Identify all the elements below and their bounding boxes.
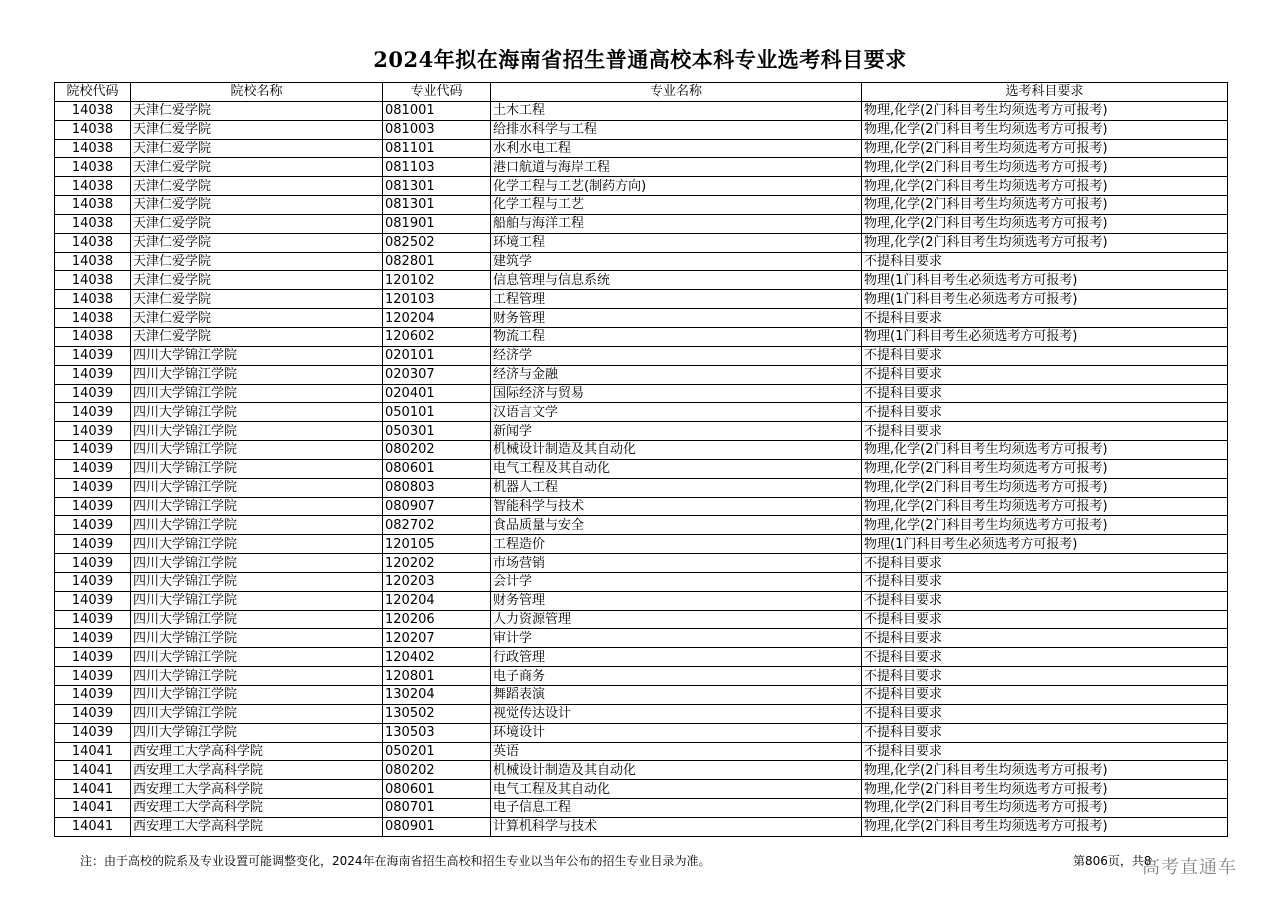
school-name-cell: 四川大学锦江学院 xyxy=(131,459,383,478)
major-name-cell: 化学工程与工艺(制药方向) xyxy=(491,177,862,196)
table-row xyxy=(55,591,1228,610)
requirement-cell: 不提科目要求 xyxy=(862,667,1228,686)
requirement-cell: 物理,化学(2门科目考生均须选考方可报考) xyxy=(862,158,1228,177)
major-name-cell: 舞蹈表演 xyxy=(491,686,862,705)
major-code-cell: 120202 xyxy=(383,554,491,573)
requirement-cell: 不提科目要求 xyxy=(862,648,1228,667)
major-code-cell: 081101 xyxy=(383,139,491,158)
major-code-cell: 081901 xyxy=(383,214,491,233)
major-code-cell: 130503 xyxy=(383,723,491,742)
major-name-cell: 视觉传达设计 xyxy=(491,704,862,723)
school-name-cell: 天津仁爱学院 xyxy=(131,327,383,346)
school-name-cell: 四川大学锦江学院 xyxy=(131,535,383,554)
requirement-cell: 物理,化学(2门科目考生均须选考方可报考) xyxy=(862,139,1228,158)
header-subject-requirement: 选考科目要求 xyxy=(862,83,1228,102)
table-row xyxy=(55,422,1228,441)
table-row xyxy=(55,139,1228,158)
major-code-cell: 050301 xyxy=(383,422,491,441)
major-name-cell: 行政管理 xyxy=(491,648,862,667)
school-name-cell: 四川大学锦江学院 xyxy=(131,403,383,422)
school-name-cell: 四川大学锦江学院 xyxy=(131,516,383,535)
major-code-cell: 020307 xyxy=(383,365,491,384)
table-row xyxy=(55,610,1228,629)
requirement-cell: 不提科目要求 xyxy=(862,309,1228,328)
major-code-cell: 120204 xyxy=(383,591,491,610)
requirement-cell: 不提科目要求 xyxy=(862,686,1228,705)
requirement-cell: 物理,化学(2门科目考生均须选考方可报考) xyxy=(862,761,1228,780)
requirement-cell: 不提科目要求 xyxy=(862,403,1228,422)
major-code-cell: 130204 xyxy=(383,686,491,705)
requirement-cell: 物理,化学(2门科目考生均须选考方可报考) xyxy=(862,196,1228,215)
requirement-cell: 不提科目要求 xyxy=(862,252,1228,271)
major-name-cell: 港口航道与海岸工程 xyxy=(491,158,862,177)
major-name-cell: 经济学 xyxy=(491,346,862,365)
school-code-cell: 14038 xyxy=(55,327,131,346)
table-row xyxy=(55,196,1228,215)
major-name-cell: 财务管理 xyxy=(491,591,862,610)
school-code-cell: 14038 xyxy=(55,233,131,252)
major-name-cell: 财务管理 xyxy=(491,309,862,328)
school-name-cell: 天津仁爱学院 xyxy=(131,177,383,196)
major-name-cell: 机械设计制造及其自动化 xyxy=(491,441,862,460)
table-row xyxy=(55,478,1228,497)
major-name-cell: 英语 xyxy=(491,742,862,761)
major-code-cell: 082502 xyxy=(383,233,491,252)
requirement-cell: 不提科目要求 xyxy=(862,422,1228,441)
table-row xyxy=(55,177,1228,196)
requirement-cell: 不提科目要求 xyxy=(862,554,1228,573)
school-code-cell: 14039 xyxy=(55,422,131,441)
school-name-cell: 天津仁爱学院 xyxy=(131,158,383,177)
table-row xyxy=(55,309,1228,328)
table-row xyxy=(55,535,1228,554)
requirement-cell: 不提科目要求 xyxy=(862,346,1228,365)
major-code-cell: 130502 xyxy=(383,704,491,723)
major-code-cell: 020401 xyxy=(383,384,491,403)
table-row xyxy=(55,384,1228,403)
school-code-cell: 14038 xyxy=(55,177,131,196)
school-code-cell: 14039 xyxy=(55,459,131,478)
major-code-cell: 080202 xyxy=(383,761,491,780)
table-row xyxy=(55,554,1228,573)
school-name-cell: 西安理工大学高科学院 xyxy=(131,780,383,799)
school-code-cell: 14039 xyxy=(55,610,131,629)
school-name-cell: 四川大学锦江学院 xyxy=(131,648,383,667)
table-row xyxy=(55,572,1228,591)
requirement-cell: 不提科目要求 xyxy=(862,572,1228,591)
school-code-cell: 14039 xyxy=(55,497,131,516)
school-code-cell: 14039 xyxy=(55,686,131,705)
table-row xyxy=(55,648,1228,667)
major-code-cell: 080601 xyxy=(383,780,491,799)
page-title: 2024年拟在海南省招生普通高校本科专业选考科目要求 xyxy=(373,47,907,72)
requirement-cell: 物理,化学(2门科目考生均须选考方可报考) xyxy=(862,478,1228,497)
requirement-cell: 物理,化学(2门科目考生均须选考方可报考) xyxy=(862,233,1228,252)
major-code-cell: 080202 xyxy=(383,441,491,460)
table-row xyxy=(55,120,1228,139)
school-code-cell: 14039 xyxy=(55,554,131,573)
school-name-cell: 天津仁爱学院 xyxy=(131,139,383,158)
major-code-cell: 050201 xyxy=(383,742,491,761)
school-code-cell: 14041 xyxy=(55,799,131,818)
major-name-cell: 环境设计 xyxy=(491,723,862,742)
school-code-cell: 14039 xyxy=(55,346,131,365)
requirement-cell: 物理(1门科目考生必须选考方可报考) xyxy=(862,290,1228,309)
major-name-cell: 环境工程 xyxy=(491,233,862,252)
requirement-cell: 不提科目要求 xyxy=(862,384,1228,403)
header-major-name: 专业名称 xyxy=(491,83,862,102)
school-code-cell: 14039 xyxy=(55,441,131,460)
major-code-cell: 080901 xyxy=(383,817,491,836)
major-code-cell: 080803 xyxy=(383,478,491,497)
school-name-cell: 四川大学锦江学院 xyxy=(131,497,383,516)
header-school-name: 院校名称 xyxy=(131,83,383,102)
major-name-cell: 给排水科学与工程 xyxy=(491,120,862,139)
major-name-cell: 会计学 xyxy=(491,572,862,591)
school-code-cell: 14039 xyxy=(55,478,131,497)
school-code-cell: 14038 xyxy=(55,139,131,158)
major-name-cell: 新闻学 xyxy=(491,422,862,441)
school-code-cell: 14039 xyxy=(55,591,131,610)
major-code-cell: 020101 xyxy=(383,346,491,365)
school-code-cell: 14038 xyxy=(55,158,131,177)
school-name-cell: 四川大学锦江学院 xyxy=(131,572,383,591)
requirement-cell: 物理,化学(2门科目考生均须选考方可报考) xyxy=(862,799,1228,818)
requirement-cell: 不提科目要求 xyxy=(862,365,1228,384)
table-row xyxy=(55,723,1228,742)
table-row xyxy=(55,365,1228,384)
school-name-cell: 四川大学锦江学院 xyxy=(131,610,383,629)
school-code-cell: 14038 xyxy=(55,290,131,309)
major-name-cell: 物流工程 xyxy=(491,327,862,346)
major-name-cell: 电子商务 xyxy=(491,667,862,686)
school-code-cell: 14039 xyxy=(55,403,131,422)
table-row xyxy=(55,761,1228,780)
major-name-cell: 信息管理与信息系统 xyxy=(491,271,862,290)
requirement-cell: 不提科目要求 xyxy=(862,629,1228,648)
school-code-cell: 14039 xyxy=(55,365,131,384)
major-name-cell: 水利水电工程 xyxy=(491,139,862,158)
requirement-cell: 物理,化学(2门科目考生均须选考方可报考) xyxy=(862,214,1228,233)
page-number: 第806页，共8 xyxy=(1073,854,1152,868)
major-code-cell: 081001 xyxy=(383,101,491,120)
major-code-cell: 082702 xyxy=(383,516,491,535)
major-name-cell: 电气工程及其自动化 xyxy=(491,459,862,478)
school-name-cell: 天津仁爱学院 xyxy=(131,271,383,290)
watermark: 高考直通车 xyxy=(1142,857,1237,878)
requirement-cell: 物理,化学(2门科目考生均须选考方可报考) xyxy=(862,497,1228,516)
school-code-cell: 14039 xyxy=(55,535,131,554)
header-school-code: 院校代码 xyxy=(55,83,131,102)
major-name-cell: 计算机科学与技术 xyxy=(491,817,862,836)
major-code-cell: 120402 xyxy=(383,648,491,667)
school-name-cell: 四川大学锦江学院 xyxy=(131,723,383,742)
requirement-cell: 物理,化学(2门科目考生均须选考方可报考) xyxy=(862,441,1228,460)
major-code-cell: 081301 xyxy=(383,177,491,196)
table-row xyxy=(55,686,1228,705)
school-code-cell: 14038 xyxy=(55,214,131,233)
major-code-cell: 120204 xyxy=(383,309,491,328)
major-name-cell: 建筑学 xyxy=(491,252,862,271)
school-code-cell: 14038 xyxy=(55,101,131,120)
school-code-cell: 14041 xyxy=(55,761,131,780)
school-code-cell: 14041 xyxy=(55,742,131,761)
requirement-cell: 不提科目要求 xyxy=(862,723,1228,742)
table-row xyxy=(55,497,1228,516)
major-name-cell: 化学工程与工艺 xyxy=(491,196,862,215)
school-name-cell: 四川大学锦江学院 xyxy=(131,704,383,723)
major-name-cell: 船舶与海洋工程 xyxy=(491,214,862,233)
major-code-cell: 120206 xyxy=(383,610,491,629)
requirement-cell: 物理,化学(2门科目考生均须选考方可报考) xyxy=(862,177,1228,196)
table-row xyxy=(55,799,1228,818)
requirement-cell: 物理(1门科目考生必须选考方可报考) xyxy=(862,327,1228,346)
school-name-cell: 四川大学锦江学院 xyxy=(131,591,383,610)
major-name-cell: 人力资源管理 xyxy=(491,610,862,629)
table-row xyxy=(55,346,1228,365)
school-code-cell: 14041 xyxy=(55,817,131,836)
school-name-cell: 四川大学锦江学院 xyxy=(131,441,383,460)
major-name-cell: 工程管理 xyxy=(491,290,862,309)
school-name-cell: 四川大学锦江学院 xyxy=(131,686,383,705)
table-row xyxy=(55,158,1228,177)
table-row xyxy=(55,667,1228,686)
major-code-cell: 081301 xyxy=(383,196,491,215)
major-code-cell: 120203 xyxy=(383,572,491,591)
requirement-cell: 物理(1门科目考生必须选考方可报考) xyxy=(862,271,1228,290)
school-name-cell: 四川大学锦江学院 xyxy=(131,554,383,573)
school-name-cell: 四川大学锦江学院 xyxy=(131,667,383,686)
school-code-cell: 14039 xyxy=(55,516,131,535)
major-name-cell: 工程造价 xyxy=(491,535,862,554)
school-code-cell: 14038 xyxy=(55,120,131,139)
major-name-cell: 市场营销 xyxy=(491,554,862,573)
requirement-cell: 物理,化学(2门科目考生均须选考方可报考) xyxy=(862,817,1228,836)
school-code-cell: 14039 xyxy=(55,723,131,742)
major-name-cell: 土木工程 xyxy=(491,101,862,120)
school-code-cell: 14038 xyxy=(55,196,131,215)
school-name-cell: 西安理工大学高科学院 xyxy=(131,799,383,818)
requirement-cell: 物理,化学(2门科目考生均须选考方可报考) xyxy=(862,101,1228,120)
requirement-cell: 不提科目要求 xyxy=(862,610,1228,629)
school-name-cell: 天津仁爱学院 xyxy=(131,196,383,215)
major-name-cell: 汉语言文学 xyxy=(491,403,862,422)
table-row xyxy=(55,780,1228,799)
school-name-cell: 天津仁爱学院 xyxy=(131,290,383,309)
table-row xyxy=(55,441,1228,460)
school-code-cell: 14039 xyxy=(55,629,131,648)
school-name-cell: 天津仁爱学院 xyxy=(131,252,383,271)
school-code-cell: 14039 xyxy=(55,648,131,667)
school-name-cell: 西安理工大学高科学院 xyxy=(131,742,383,761)
school-name-cell: 四川大学锦江学院 xyxy=(131,422,383,441)
major-name-cell: 国际经济与贸易 xyxy=(491,384,862,403)
table-row xyxy=(55,459,1228,478)
footer-note: 注：由于高校的院系及专业设置可能调整变化，2024年在海南省招生高校和招生专业以当年公布的招生专业目录为准。 xyxy=(80,854,711,868)
header-major-code: 专业代码 xyxy=(383,83,491,102)
major-name-cell: 经济与金融 xyxy=(491,365,862,384)
major-name-cell: 机器人工程 xyxy=(491,478,862,497)
table-row xyxy=(55,252,1228,271)
school-name-cell: 西安理工大学高科学院 xyxy=(131,761,383,780)
school-code-cell: 14038 xyxy=(55,271,131,290)
table-row xyxy=(55,214,1228,233)
school-name-cell: 四川大学锦江学院 xyxy=(131,346,383,365)
major-code-cell: 120602 xyxy=(383,327,491,346)
major-code-cell: 080907 xyxy=(383,497,491,516)
school-code-cell: 14038 xyxy=(55,309,131,328)
requirements-table xyxy=(54,82,1228,837)
table-row xyxy=(55,101,1228,120)
table-row xyxy=(55,704,1228,723)
school-name-cell: 天津仁爱学院 xyxy=(131,101,383,120)
table-row xyxy=(55,629,1228,648)
requirement-cell: 不提科目要求 xyxy=(862,591,1228,610)
school-code-cell: 14039 xyxy=(55,667,131,686)
major-code-cell: 081003 xyxy=(383,120,491,139)
school-code-cell: 14039 xyxy=(55,704,131,723)
table-row xyxy=(55,403,1228,422)
table-row xyxy=(55,290,1228,309)
major-code-cell: 120102 xyxy=(383,271,491,290)
table-body xyxy=(55,101,1228,836)
major-code-cell: 082801 xyxy=(383,252,491,271)
school-name-cell: 四川大学锦江学院 xyxy=(131,629,383,648)
requirement-cell: 物理,化学(2门科目考生均须选考方可报考) xyxy=(862,459,1228,478)
major-code-cell: 080601 xyxy=(383,459,491,478)
requirement-cell: 物理(1门科目考生必须选考方可报考) xyxy=(862,535,1228,554)
school-name-cell: 天津仁爱学院 xyxy=(131,120,383,139)
school-name-cell: 天津仁爱学院 xyxy=(131,214,383,233)
school-code-cell: 14038 xyxy=(55,252,131,271)
school-name-cell: 西安理工大学高科学院 xyxy=(131,817,383,836)
table-row xyxy=(55,742,1228,761)
major-name-cell: 审计学 xyxy=(491,629,862,648)
major-name-cell: 智能科学与技术 xyxy=(491,497,862,516)
major-name-cell: 电气工程及其自动化 xyxy=(491,780,862,799)
major-name-cell: 电子信息工程 xyxy=(491,799,862,818)
requirement-cell: 物理,化学(2门科目考生均须选考方可报考) xyxy=(862,780,1228,799)
major-code-cell: 120801 xyxy=(383,667,491,686)
school-name-cell: 四川大学锦江学院 xyxy=(131,365,383,384)
table-row xyxy=(55,271,1228,290)
major-code-cell: 120105 xyxy=(383,535,491,554)
requirement-cell: 物理,化学(2门科目考生均须选考方可报考) xyxy=(862,516,1228,535)
requirement-cell: 不提科目要求 xyxy=(862,704,1228,723)
school-code-cell: 14039 xyxy=(55,572,131,591)
major-name-cell: 机械设计制造及其自动化 xyxy=(491,761,862,780)
table-row xyxy=(55,817,1228,836)
table-row xyxy=(55,327,1228,346)
major-name-cell: 食品质量与安全 xyxy=(491,516,862,535)
major-code-cell: 081103 xyxy=(383,158,491,177)
major-code-cell: 120207 xyxy=(383,629,491,648)
school-name-cell: 天津仁爱学院 xyxy=(131,233,383,252)
major-code-cell: 080701 xyxy=(383,799,491,818)
table-header-row xyxy=(55,83,1228,102)
requirement-cell: 物理,化学(2门科目考生均须选考方可报考) xyxy=(862,120,1228,139)
major-code-cell: 120103 xyxy=(383,290,491,309)
major-code-cell: 050101 xyxy=(383,403,491,422)
requirement-cell: 不提科目要求 xyxy=(862,742,1228,761)
table-row xyxy=(55,516,1228,535)
school-name-cell: 四川大学锦江学院 xyxy=(131,478,383,497)
school-code-cell: 14039 xyxy=(55,384,131,403)
school-name-cell: 四川大学锦江学院 xyxy=(131,384,383,403)
table-row xyxy=(55,233,1228,252)
school-name-cell: 天津仁爱学院 xyxy=(131,309,383,328)
school-code-cell: 14041 xyxy=(55,780,131,799)
